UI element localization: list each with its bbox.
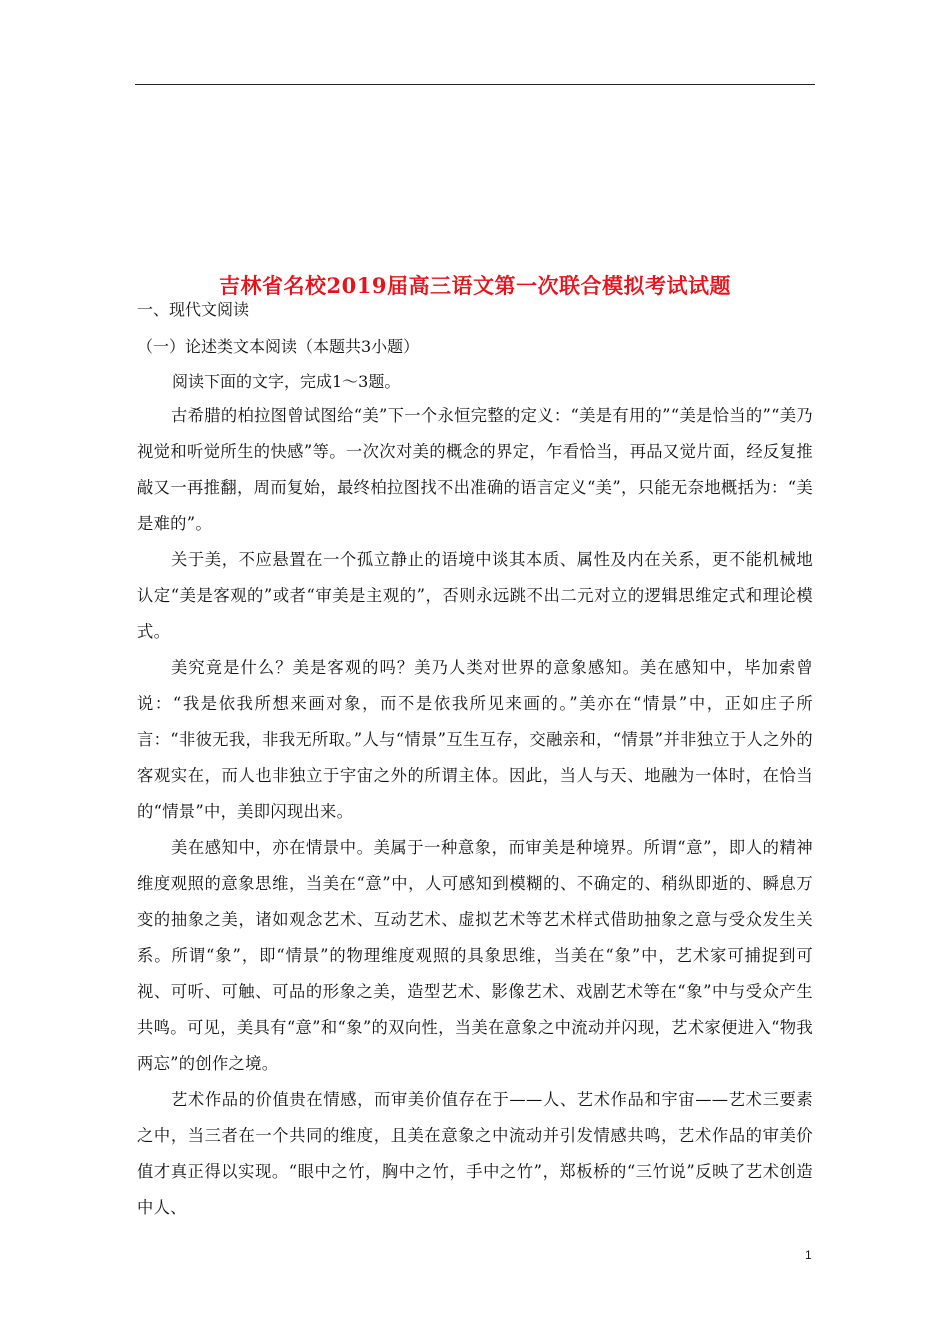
document-title: 吉林省名校2019届高三语文第一次联合模拟考试试题 [219, 273, 731, 298]
subsection-heading: （一）论述类文本阅读（本题共3小题） [137, 337, 420, 356]
page-number: 1 [805, 1248, 812, 1262]
reading-instruction: 阅读下面的文字，完成1～3题。 [172, 372, 401, 391]
header-rule [135, 84, 815, 85]
paragraph: 古希腊的柏拉图曾试图给“美”下一个永恒完整的定义：“美是有用的”“美是恰当的”“美乃视觉和听觉所生的快感”等。一次次对美的概念的界定，乍看恰当，再品又觉片面，经反复推敲又一再推翻，周而复始，最终柏拉图找不出准确的语言定义“美”，只能无奈地概括为：“美是难的”。 [137, 406, 813, 533]
paragraph: 美究竟是什么？美是客观的吗？美乃人类对世界的意象感知。美在感知中，毕加索曾说：“我是依我所想来画对象，而不是依我所见来画的。”美亦在“情景”中，正如庄子所言：“非彼无我，非我无所取。”人与“情景”互生互存，交融亲和，“情景”并非独立于人之外的客观实在，而人也非独立于宇宙之外的所谓主体。因此，当人与天、地融为一体时，在恰当的“情景”中，美即闪现出来。 [137, 658, 813, 821]
paragraph: 艺术作品的价值贵在情感，而审美价值存在于——人、艺术作品和宇宙——艺术三要素之中，当三者在一个共同的维度，且美在意象之中流动并引发情感共鸣，艺术作品的审美价值才真正得以实现。“眼中之竹，胸中之竹，手中之竹”，郑板桥的“三竹说”反映了艺术创造中人、 [137, 1090, 813, 1217]
paragraph: 美在感知中，亦在情景中。美属于一种意象，而审美是种境界。所谓“意”，即人的精神维度观照的意象思维，当美在“意”中，人可感知到模糊的、不确定的、稍纵即逝的、瞬息万变的抽象之美，诸如观念艺术、互动艺术、虚拟艺术等艺术样式借助抽象之意与受众发生关系。所谓“象”，即“情景”的物理维度观照的具象思维，当美在“象”中，艺术家可捕捉到可视、可听、可触、可品的形象之美，造型艺术、影像艺术、戏剧艺术等在“象”中与受众产生共鸣。可见，美具有“意”和“象”的双向性，当美在意象之中流动并闪现，艺术家便进入“物我两忘”的创作之境。 [137, 838, 813, 1073]
section-heading: 一、现代文阅读 [137, 300, 250, 319]
paragraph: 关于美，不应悬置在一个孤立静止的语境中谈其本质、属性及内在关系，更不能机械地认定“美是客观的”或者“审美是主观的”，否则永远跳不出二元对立的逻辑思维定式和理论模式。 [137, 550, 813, 641]
